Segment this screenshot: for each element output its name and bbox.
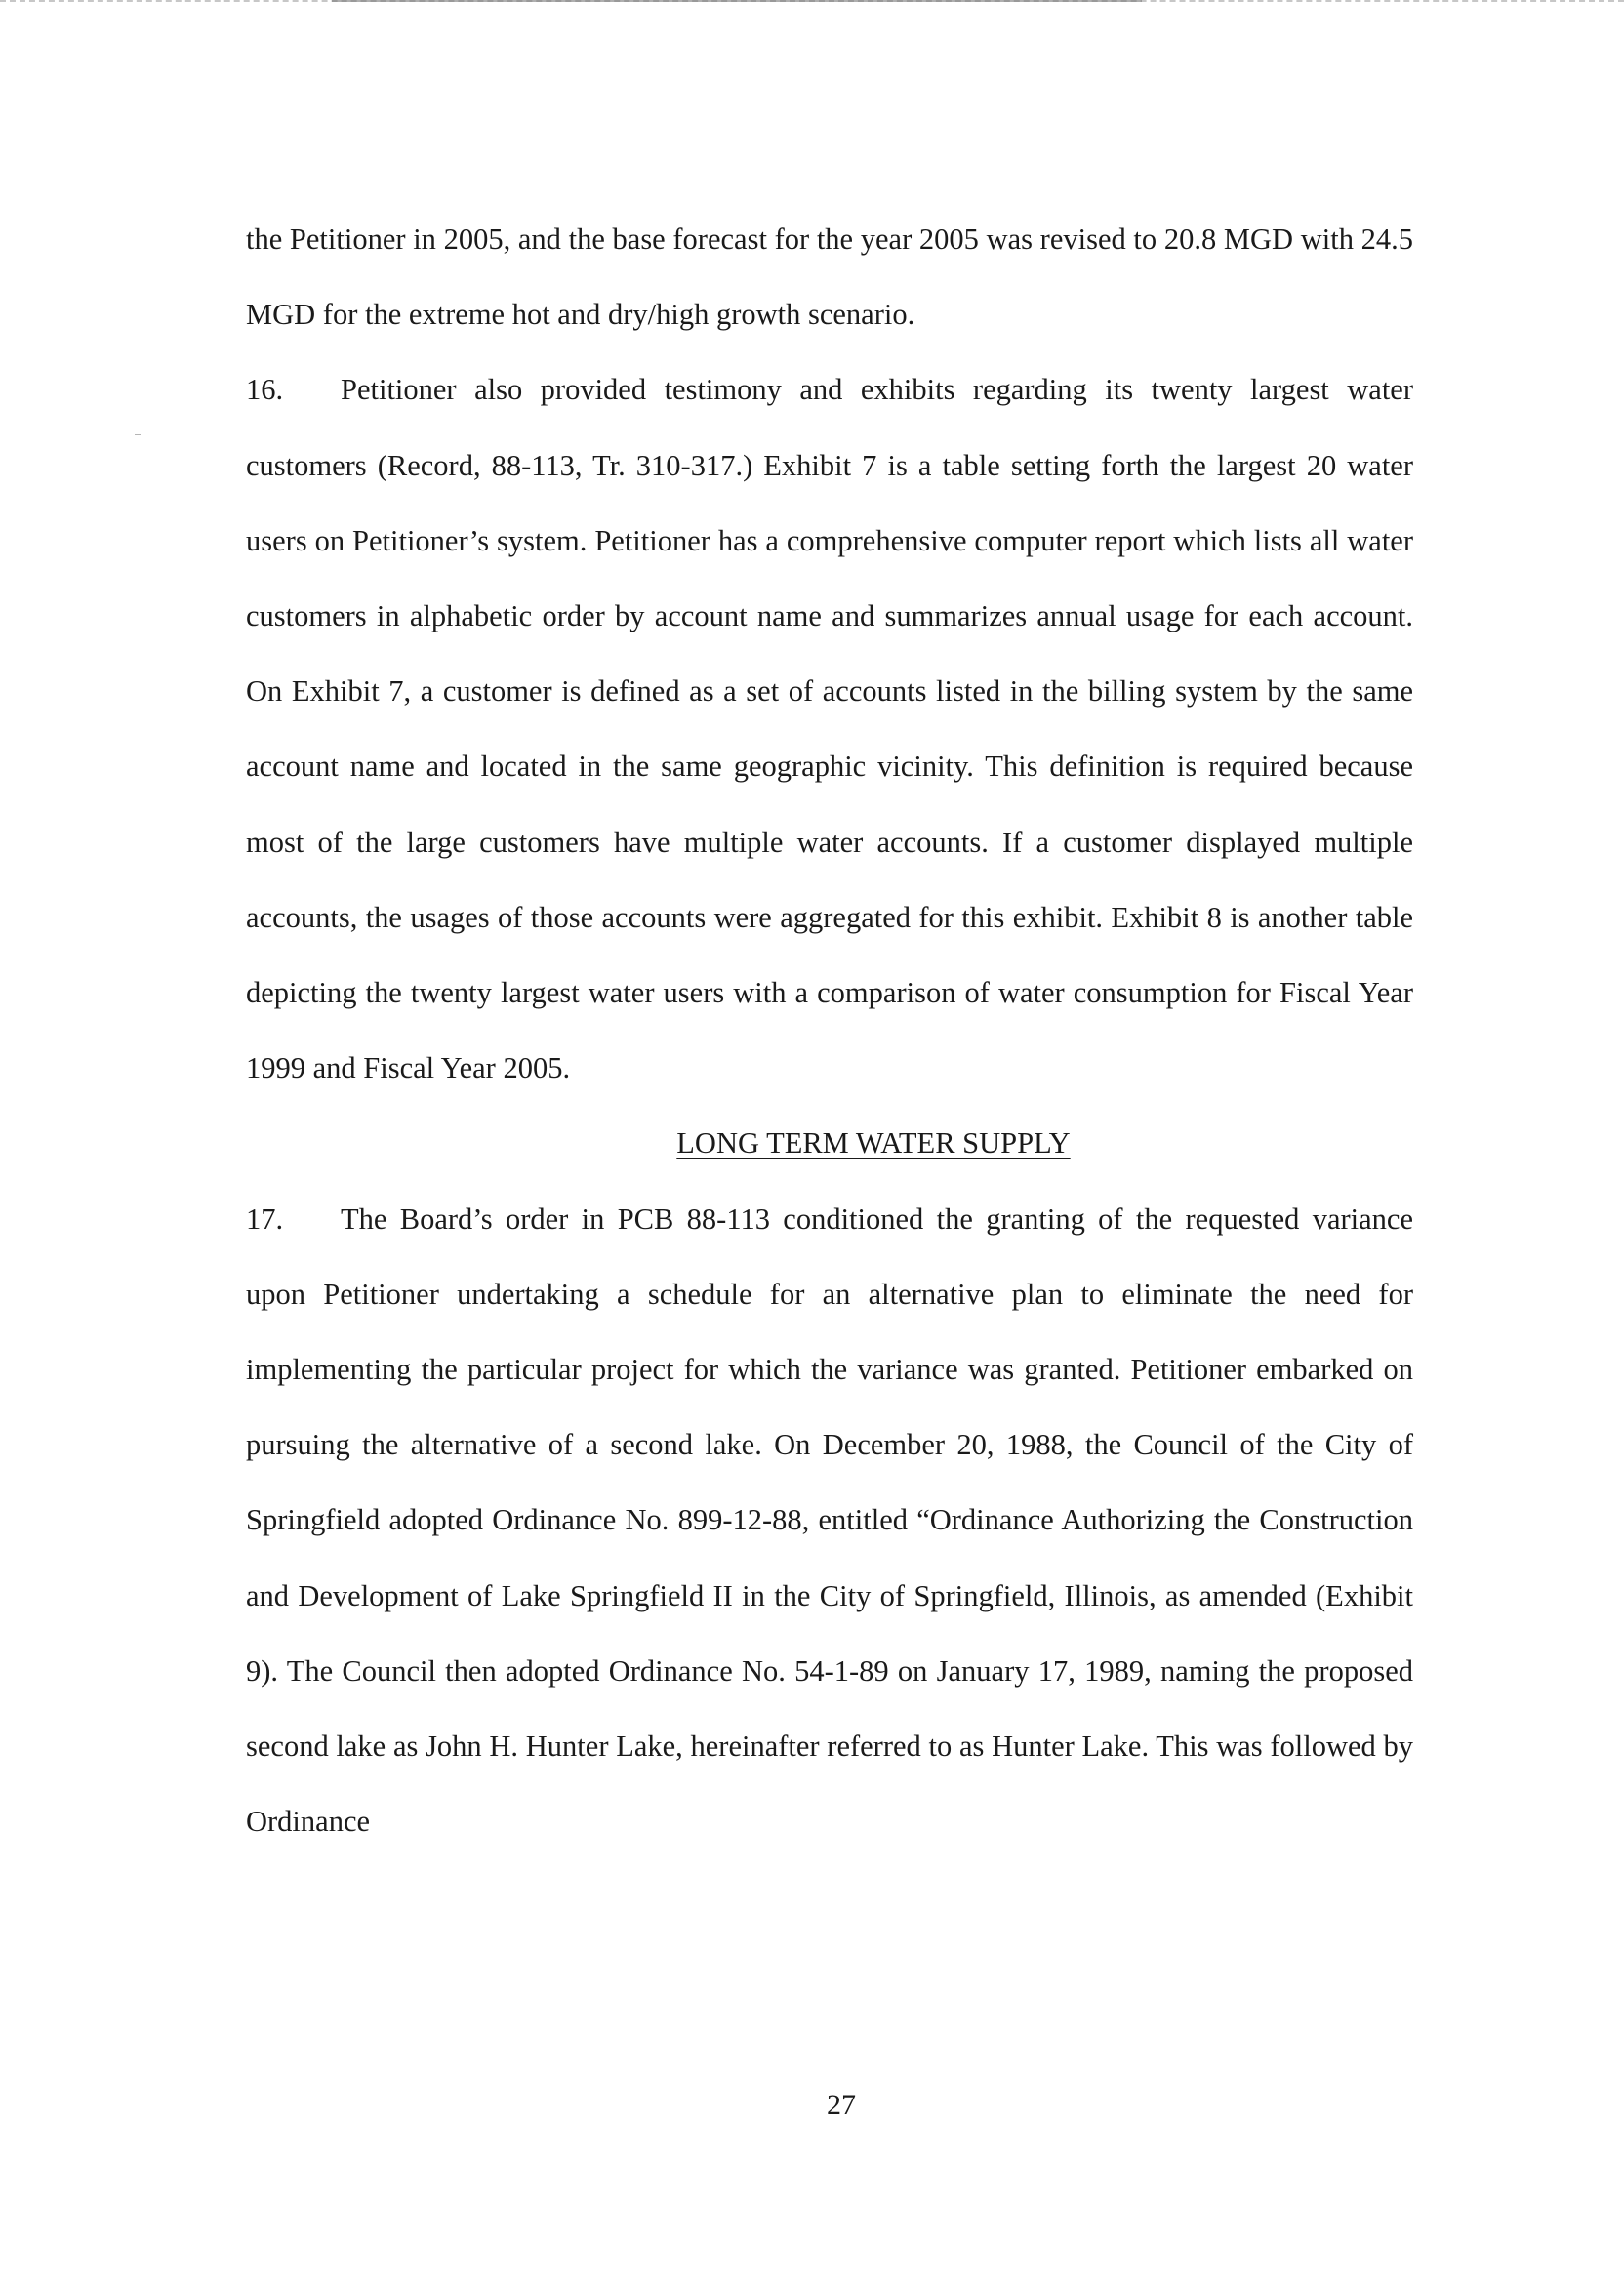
section-heading: LONG TERM WATER SUPPLY	[676, 1126, 1071, 1161]
paragraph-17-text: The Board’s order in PCB 88-113 conditioned the granting of the requested variance upon Petitioner undertaking a schedule for an alternative plan to eliminate the need for implementing the particular project for which the variance was granted. Petitioner embarked on pursuing the alternative of a second lake. On December 20, 1988, the Council of the City of Springfield adopted Ordinance No. 899-12-88, entitled “Ordinance Authorizing the Construction and Development of Lake Springfield II in the City of Springfield, Illinois, as amended (Exhibit 9). The Council then adopted Ordinance No. 54-1-89 on January 17, 1989, naming the proposed second lake as John H. Hunter Lake, hereinafter referred to as Hunter Lake. This was followed by Ordinance	[246, 1202, 1413, 1839]
paragraph-16-text: Petitioner also provided testimony and exhibits regarding its twenty largest water customers (Record, 88-113, Tr. 310-317.) Exhibit 7 is a table setting forth the largest 20 water users on Petitioner’s system. Petitioner has a comprehensive computer report which lists all water customers in alphabetic order by account name and summarizes annual usage for each account. On Exhibit 7, a customer is defined as a set of accounts listed in the billing system by the same account name and located in the same geographic vicinity. This definition is required because most of the large customers have multiple water accounts. If a customer displayed multiple accounts, the usages of those accounts were aggregated for this exhibit. Exhibit 8 is another table depicting the twenty largest water users with a comparison of water consumption for Fiscal Year 1999 and Fiscal Year 2005.	[246, 373, 1413, 1085]
paragraph-16	[246, 352, 1413, 1106]
margin-speck	[135, 434, 141, 435]
document-body	[246, 202, 1413, 1859]
paragraph-17	[246, 1182, 1413, 1860]
paragraph-17-number: 17.	[246, 1202, 284, 1236]
scan-top-line	[332, 0, 1142, 2]
paragraph-16-number: 16.	[246, 373, 284, 407]
page-number: 27	[827, 2089, 856, 2121]
continuation-paragraph: the Petitioner in 2005, and the base forecast for the year 2005 was revised to 20.8 MGD with 24.5 MGD for the extreme hot and dry/high growth scenario.	[246, 223, 1413, 332]
